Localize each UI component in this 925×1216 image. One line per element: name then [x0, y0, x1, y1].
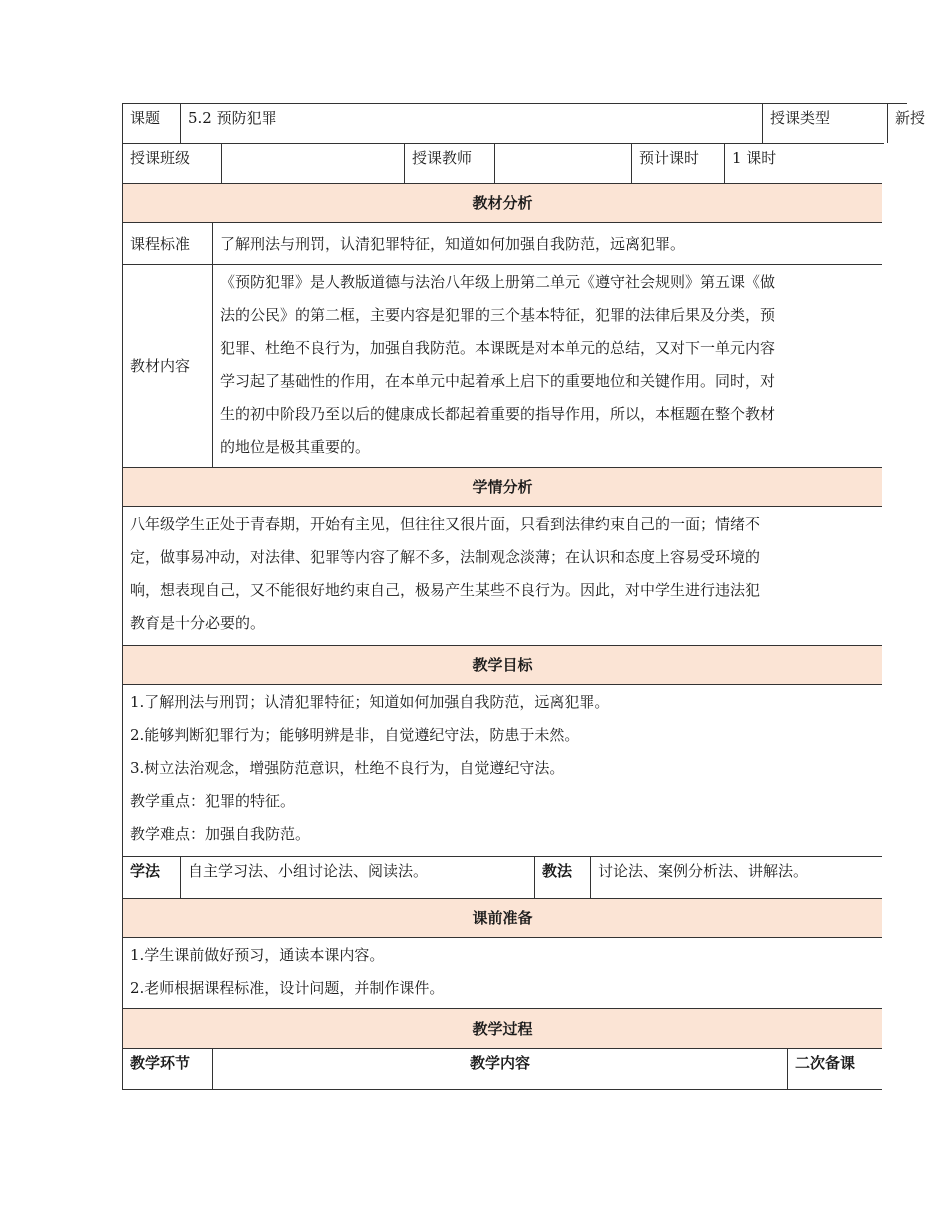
class-value [221, 143, 404, 183]
teach-method-value: 讨论法、案例分析法、讲解法。 [590, 856, 882, 898]
methods-row [122, 856, 882, 898]
topic-row [122, 103, 925, 143]
material-analysis-title: 教材分析 [122, 183, 882, 222]
process-col-revision: 二次备课 [787, 1048, 882, 1089]
process-col-stage: 教学环节 [122, 1048, 212, 1089]
goal-line: 1.了解刑法与刑罚；认清犯罪特征；知道如何加强自我防范，远离犯罪。 [130, 693, 610, 711]
goal-line: 2.能够判断犯罪行为；能够明辨是非，自觉遵纪守法，防患于未然。 [130, 726, 580, 744]
teacher-label: 授课教师 [404, 143, 494, 183]
content-line: 《预防犯罪》是人教版道德与法治八年级上册第二单元《遵守社会规则》第五课《做 [220, 273, 776, 291]
content-label: 教材内容 [122, 264, 212, 467]
class-row [122, 143, 882, 183]
learner-analysis-title: 学情分析 [122, 467, 882, 506]
standard-label: 课程标准 [122, 222, 212, 264]
standard-text: 了解刑法与刑罚，认清犯罪特征，知道如何加强自我防范，远离犯罪。 [212, 222, 882, 264]
content-row [122, 264, 882, 467]
standard-row [122, 222, 882, 264]
goals-row [122, 684, 882, 856]
learner-analysis-band [122, 467, 882, 506]
material-analysis-band [122, 183, 882, 222]
class-label: 授课班级 [122, 143, 221, 183]
prep-text [122, 937, 882, 1008]
content-line: 学习起了基础性的作用，在本单元中起着承上启下的重要地位和关键作用。同时，对 [220, 372, 776, 390]
prep-line: 2.老师根据课程标准，设计问题，并制作课件。 [130, 979, 445, 997]
goal-line: 教学难点：加强自我防范。 [130, 825, 311, 843]
content-line: 犯罪、杜绝不良行为，加强自我防范。本课既是对本单元的总结，又对下一单元内容 [220, 339, 776, 357]
prep-band [122, 898, 882, 937]
teach-method-label: 教法 [534, 856, 590, 898]
content-text [212, 264, 882, 467]
learner-line: 定，做事易冲动，对法律、犯罪等内容了解不多，法制观念淡薄；在认识和态度上容易受环境的 [130, 548, 761, 566]
learner-line: 响，想表现自己，又不能很好地约束自己，极易产生某些不良行为。因此，对中学生进行违法犯 [130, 581, 761, 599]
hours-label: 预计课时 [631, 143, 724, 183]
prep-row [122, 937, 882, 1008]
goals-band [122, 645, 882, 684]
lesson-plan-table [122, 103, 925, 1090]
goal-line: 教学重点：犯罪的特征。 [130, 792, 296, 810]
lesson-type-label: 授课类型 [762, 103, 887, 143]
process-header-row [122, 1048, 882, 1090]
lesson-type-value: 新授 [887, 103, 907, 143]
topic-value: 5.2 预防犯罪 [180, 103, 762, 143]
process-col-content: 教学内容 [212, 1048, 787, 1089]
prep-line: 1.学生课前做好预习，通读本课内容。 [130, 946, 385, 964]
learner-line: 八年级学生正处于青春期，开始有主见，但往往又很片面，只看到法律约束自己的一面；情绪不 [130, 515, 761, 533]
goal-line: 3.树立法治观念，增强防范意识，杜绝不良行为，自觉遵纪守法。 [130, 759, 565, 777]
topic-label: 课题 [122, 103, 180, 143]
goals-title: 教学目标 [122, 645, 882, 684]
study-method-label: 学法 [122, 856, 180, 898]
learner-analysis-row [122, 506, 882, 645]
content-line: 法的公民》的第二框，主要内容是犯罪的三个基本特征，犯罪的法律后果及分类，预 [220, 306, 776, 324]
learner-line: 教育是十分必要的。 [130, 614, 266, 632]
prep-title: 课前准备 [122, 898, 882, 937]
process-band [122, 1008, 882, 1048]
teacher-value [494, 143, 631, 183]
learner-analysis-text [122, 506, 882, 645]
content-line: 生的初中阶段乃至以后的健康成长都起着重要的指导作用，所以，本框题在整个教材 [220, 405, 776, 423]
study-method-value: 自主学习法、小组讨论法、阅读法。 [180, 856, 534, 898]
hours-value: 1 课时 [724, 143, 884, 183]
goals-text [122, 684, 882, 856]
content-line: 的地位是极其重要的。 [220, 438, 371, 456]
process-title: 教学过程 [122, 1008, 882, 1048]
